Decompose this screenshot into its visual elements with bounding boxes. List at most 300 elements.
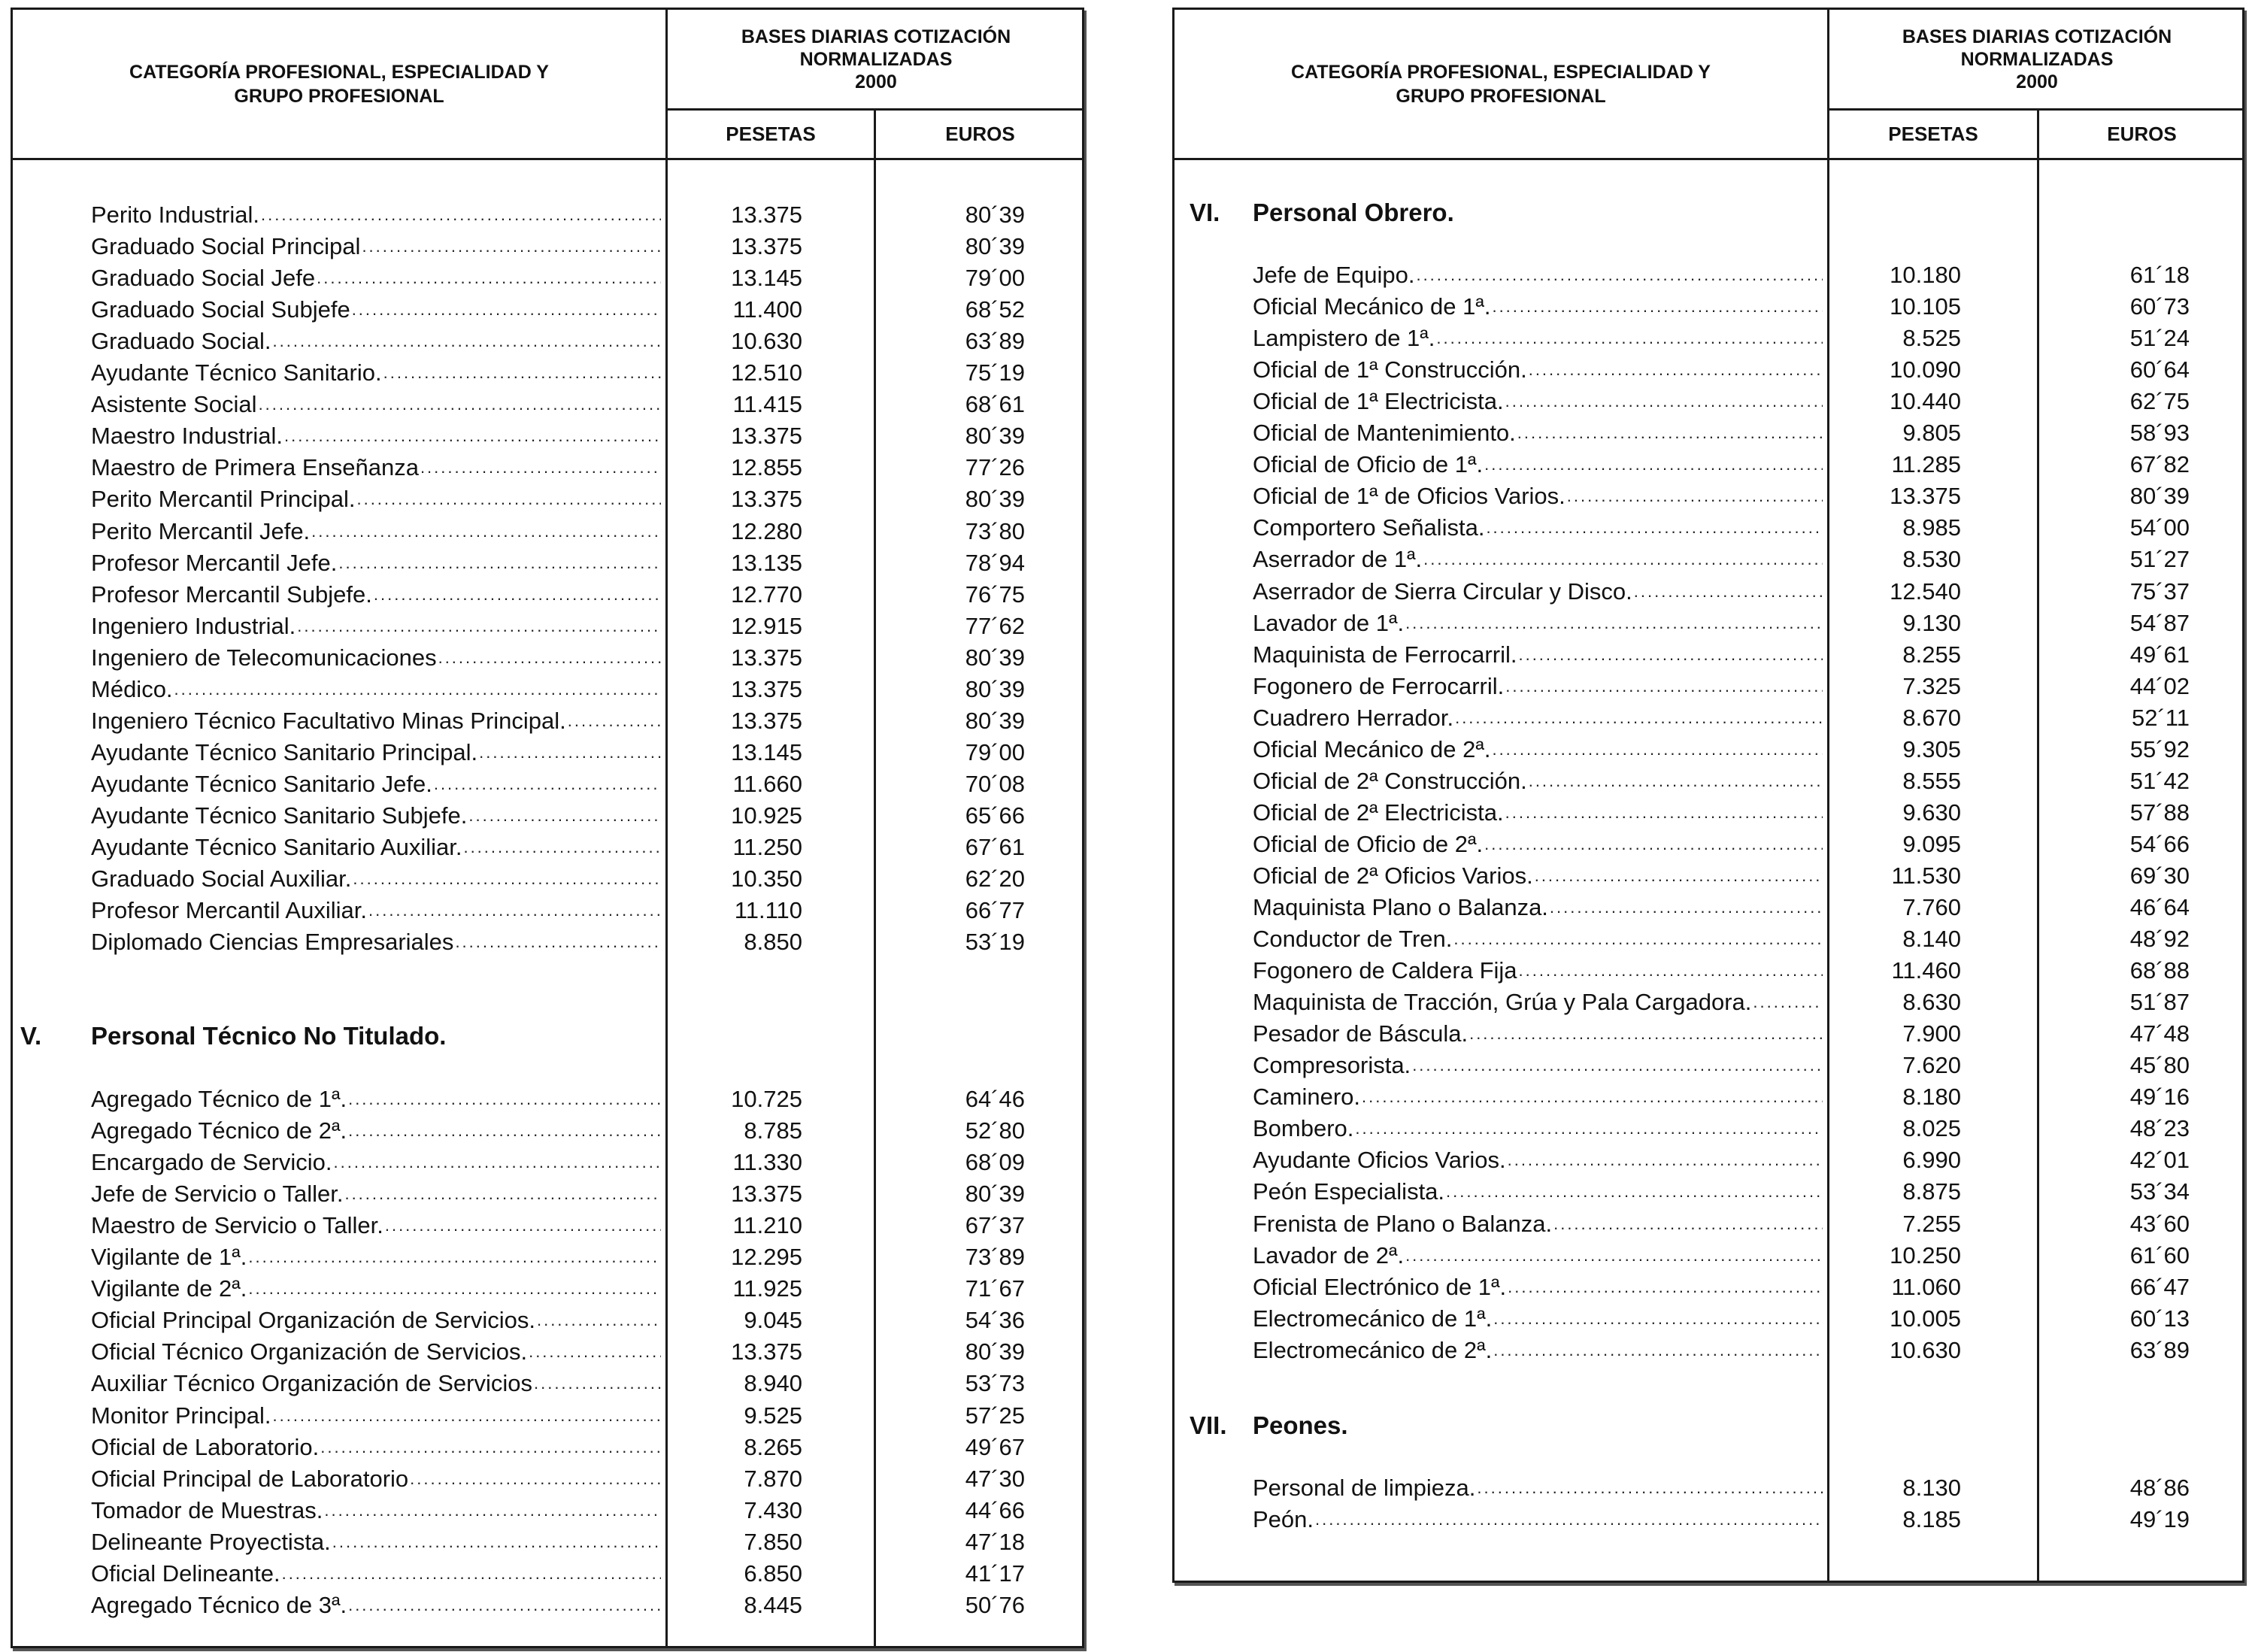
category-label xyxy=(1253,291,1823,323)
dot-leader xyxy=(367,895,661,926)
pesetas-value: 11.460 xyxy=(1891,957,1961,984)
table-row xyxy=(13,547,1082,579)
table-row xyxy=(1175,671,2242,702)
euros-value: 75´19 xyxy=(965,359,1025,386)
dot-leader xyxy=(1504,671,1823,702)
dot-leader xyxy=(1492,1303,1823,1335)
pesetas-value: 11.415 xyxy=(732,391,802,418)
dot-leader xyxy=(532,1368,661,1399)
euros-value: 48´92 xyxy=(2129,926,2190,953)
category-text: Frenista de Plano o Balanza. xyxy=(1253,1210,1553,1237)
pesetas-value: 10.925 xyxy=(731,802,802,829)
euros-value: 61´60 xyxy=(2129,1241,2190,1269)
pesetas-value: 7.620 xyxy=(1902,1052,1961,1079)
dot-leader xyxy=(1360,1081,1823,1113)
pesetas-value: 11.285 xyxy=(1891,451,1961,478)
category-label xyxy=(1253,323,1823,354)
section-number: VII. xyxy=(1190,1411,1227,1439)
dot-leader xyxy=(247,1273,661,1305)
dot-leader xyxy=(1506,1144,1823,1176)
dot-leader xyxy=(432,768,661,800)
dot-leader xyxy=(247,1241,661,1273)
section-title: Personal Técnico No Titulado. xyxy=(91,1022,447,1050)
pesetas-value: 7.870 xyxy=(744,1465,802,1492)
table-row xyxy=(13,642,1082,674)
euros-value: 70´08 xyxy=(965,770,1025,797)
category-label xyxy=(91,389,661,420)
table-row xyxy=(13,452,1082,483)
pesetas-value: 11.925 xyxy=(732,1275,802,1302)
euros-value: 75´37 xyxy=(2129,577,2190,605)
category-text: Fogonero de Ferrocarril. xyxy=(1253,672,1505,699)
euros-value: 80´39 xyxy=(965,233,1025,260)
category-label xyxy=(91,1558,661,1590)
category-label xyxy=(91,705,661,737)
category-label xyxy=(1253,544,1823,575)
pesetas-value: 8.875 xyxy=(1902,1178,1961,1205)
dot-leader xyxy=(1453,702,1823,734)
category-label xyxy=(91,642,661,674)
pesetas-value: 10.180 xyxy=(1890,262,1961,288)
category-label xyxy=(1253,765,1823,797)
category-label xyxy=(91,926,661,958)
pesetas-value: 13.375 xyxy=(1890,483,1961,510)
category-label xyxy=(91,294,661,326)
euros-value: 67´37 xyxy=(965,1212,1025,1239)
dot-leader xyxy=(1411,1050,1823,1081)
table-row xyxy=(1175,1472,2242,1504)
pesetas-value: 10.105 xyxy=(1890,293,1961,320)
category-text: Profesor Mercantil Jefe. xyxy=(91,549,338,576)
table-row xyxy=(1175,512,2242,544)
category-text: Ingeniero Industrial. xyxy=(91,612,296,639)
euros-value: 73´80 xyxy=(965,517,1025,544)
category-label xyxy=(1253,1335,1823,1366)
category-text: Graduado Social. xyxy=(91,328,271,355)
table-row xyxy=(13,768,1082,800)
category-text: Graduado Social Principal xyxy=(91,233,361,260)
category-text: Lavador de 1ª. xyxy=(1253,609,1405,636)
category-label xyxy=(1253,1018,1823,1050)
euros-value: 47´30 xyxy=(965,1465,1025,1492)
dot-leader xyxy=(1404,608,1823,639)
category-text: Oficial de Oficio de 1ª. xyxy=(1253,451,1484,478)
category-text: Oficial de 2ª Electricista. xyxy=(1253,799,1504,826)
pesetas-value: 7.850 xyxy=(744,1528,802,1555)
euros-value: 53´34 xyxy=(2129,1178,2190,1205)
category-label xyxy=(91,547,661,579)
pesetas-value: 13.375 xyxy=(731,675,802,702)
section-heading xyxy=(1190,196,1791,229)
table-row xyxy=(1175,608,2242,639)
table-row xyxy=(1175,417,2242,449)
table-row xyxy=(13,1273,1082,1305)
dot-leader xyxy=(1314,1504,1823,1535)
table-row xyxy=(1175,1303,2242,1335)
euros-value: 49´19 xyxy=(2129,1506,2190,1533)
dot-leader xyxy=(382,357,661,389)
euros-value: 47´48 xyxy=(2129,1020,2190,1047)
table-row xyxy=(13,863,1082,895)
pesetas-value: 10.440 xyxy=(1890,388,1961,415)
euros-value: 71´67 xyxy=(965,1275,1025,1302)
dot-leader xyxy=(1552,1208,1823,1240)
category-text: Electromecánico de 1ª. xyxy=(1253,1305,1493,1332)
dot-leader xyxy=(462,832,661,863)
category-text: Oficial Mecánico de 1ª. xyxy=(1253,293,1491,320)
euros-value: 51´42 xyxy=(2129,767,2190,794)
category-text: Profesor Mercantil Subjefe. xyxy=(91,580,372,608)
dot-leader xyxy=(1422,544,1823,575)
category-label xyxy=(91,1084,661,1115)
table-row xyxy=(13,1463,1082,1495)
category-text: Vigilante de 2ª. xyxy=(91,1275,247,1302)
pesetas-value: 6.850 xyxy=(744,1560,802,1587)
table-row xyxy=(1175,1504,2242,1535)
header-category: CATEGORÍA PROFESIONAL, ESPECIALIDAD Y GRUPO PROFESIONAL xyxy=(129,61,549,107)
dot-leader xyxy=(477,737,661,768)
pesetas-value: 9.525 xyxy=(744,1402,802,1429)
euros-value: 80´39 xyxy=(965,644,1025,671)
table-row xyxy=(1175,987,2242,1018)
category-label xyxy=(91,768,661,800)
category-text: Ayudante Técnico Sanitario Subjefe. xyxy=(91,802,468,829)
category-text: Ingeniero Técnico Facultativo Minas Principal. xyxy=(91,707,566,734)
table-row xyxy=(1175,1050,2242,1081)
category-text: Agregado Técnico de 1ª. xyxy=(91,1086,347,1112)
category-label xyxy=(91,579,661,611)
euros-value: 68´88 xyxy=(2129,957,2190,984)
table-right xyxy=(1172,8,2244,1583)
dot-leader xyxy=(1632,576,1823,608)
euros-value: 47´18 xyxy=(965,1528,1025,1555)
category-text: Jefe de Equipo. xyxy=(1253,262,1415,288)
pesetas-value: 9.630 xyxy=(1902,799,1961,826)
table-row xyxy=(13,1400,1082,1432)
euros-value: 69´30 xyxy=(2129,862,2190,889)
euros-value: 42´01 xyxy=(2129,1147,2190,1174)
pesetas-value: 8.130 xyxy=(1902,1475,1961,1501)
euros-value: 58´93 xyxy=(2129,420,2190,447)
category-text: Oficial Principal de Laboratorio xyxy=(91,1465,409,1492)
table-row xyxy=(13,1147,1082,1178)
euros-value: 48´23 xyxy=(2129,1115,2190,1142)
category-label xyxy=(1253,608,1823,639)
dot-leader xyxy=(310,516,661,547)
table-row xyxy=(13,1115,1082,1147)
dot-leader xyxy=(1484,512,1823,544)
dot-leader xyxy=(1527,354,1823,386)
pesetas-value: 8.265 xyxy=(744,1433,802,1460)
euros-value: 62´20 xyxy=(965,865,1025,893)
euros-value: 44´02 xyxy=(2129,672,2190,699)
table-row xyxy=(1175,544,2242,575)
euros-value: 60´13 xyxy=(2129,1305,2190,1332)
category-label xyxy=(91,1432,661,1463)
category-text: Graduado Social Subjefe xyxy=(91,296,350,323)
euros-value: 73´89 xyxy=(965,1244,1025,1271)
table-row xyxy=(1175,765,2242,797)
pesetas-value: 7.760 xyxy=(1902,894,1961,920)
dot-leader xyxy=(296,611,661,642)
category-label xyxy=(1253,512,1823,544)
category-label xyxy=(1253,1504,1823,1535)
dot-leader xyxy=(331,1526,661,1558)
category-text: Aserrador de Sierra Circular y Disco. xyxy=(1253,577,1632,605)
category-label xyxy=(91,1305,661,1336)
category-text: Aserrador de 1ª. xyxy=(1253,546,1423,573)
category-label xyxy=(91,1210,661,1241)
euros-value: 46´64 xyxy=(2129,894,2190,920)
pesetas-value: 8.630 xyxy=(1902,989,1961,1016)
table-row xyxy=(13,1526,1082,1558)
table-row xyxy=(13,262,1082,294)
dot-leader xyxy=(319,1432,661,1463)
category-text: Oficial de 2ª Construcción. xyxy=(1253,767,1527,794)
pesetas-value: 8.530 xyxy=(1902,546,1961,573)
pesetas-value: 9.045 xyxy=(744,1307,802,1334)
dot-leader xyxy=(1517,639,1823,671)
pesetas-value: 10.005 xyxy=(1890,1305,1961,1332)
pesetas-value: 10.725 xyxy=(731,1086,802,1112)
table-row xyxy=(1175,386,2242,417)
category-text: Diplomado Ciencias Empresariales xyxy=(91,929,454,956)
category-text: Ayudante Técnico Sanitario Principal. xyxy=(91,738,478,765)
table-row xyxy=(1175,1113,2242,1144)
dot-leader xyxy=(419,452,661,483)
table-row xyxy=(13,1558,1082,1590)
euros-value: 80´39 xyxy=(965,707,1025,734)
pesetas-value: 9.305 xyxy=(1902,735,1961,762)
dot-leader xyxy=(1452,923,1823,955)
table-row xyxy=(13,231,1082,262)
table-row xyxy=(13,294,1082,326)
category-text: Perito Industrial. xyxy=(91,202,259,228)
euros-value: 53´19 xyxy=(965,929,1025,956)
category-text: Jefe de Servicio o Taller. xyxy=(91,1181,344,1208)
category-label xyxy=(91,674,661,705)
euros-value: 78´94 xyxy=(965,549,1025,576)
category-text: Comportero Señalista. xyxy=(1253,514,1485,541)
table-body xyxy=(1175,160,2242,1581)
category-text: Maquinista de Tracción, Grúa y Pala Cargadora. xyxy=(1253,989,1752,1016)
euros-value: 77´62 xyxy=(965,612,1025,639)
category-text: Peón. xyxy=(1253,1506,1314,1533)
euros-value: 66´77 xyxy=(965,897,1025,924)
euros-value: 45´80 xyxy=(2129,1052,2190,1079)
table-row xyxy=(13,199,1082,231)
euros-value: 60´73 xyxy=(2129,293,2190,320)
category-text: Oficial Mecánico de 2ª. xyxy=(1253,735,1491,762)
table-row xyxy=(13,1336,1082,1368)
table-row xyxy=(13,326,1082,357)
table-row xyxy=(13,611,1082,642)
category-text: Personal de limpieza. xyxy=(1253,1475,1476,1501)
category-text: Caminero. xyxy=(1253,1084,1360,1111)
category-label xyxy=(1253,702,1823,734)
euros-value: 64´46 xyxy=(965,1086,1025,1112)
category-text: Compresorista. xyxy=(1253,1052,1411,1079)
section-number: V. xyxy=(20,1022,42,1050)
euros-value: 54´36 xyxy=(965,1307,1025,1334)
euros-value: 51´24 xyxy=(2129,325,2190,352)
category-text: Auxiliar Técnico Organización de Servicios xyxy=(91,1370,532,1397)
table-row xyxy=(13,832,1082,863)
pesetas-value: 11.060 xyxy=(1891,1273,1961,1300)
pesetas-value: 12.915 xyxy=(731,612,802,639)
table-row xyxy=(1175,923,2242,955)
euros-value: 43´60 xyxy=(2129,1210,2190,1237)
table-row xyxy=(1175,576,2242,608)
dot-leader xyxy=(437,642,661,674)
pesetas-value: 12.510 xyxy=(731,359,802,386)
table-header xyxy=(1175,10,2242,160)
euros-value: 61´18 xyxy=(2129,262,2190,288)
pesetas-value: 6.990 xyxy=(1902,1147,1961,1174)
euros-value: 79´00 xyxy=(965,265,1025,292)
category-text: Conductor de Tren. xyxy=(1253,926,1453,953)
euros-value: 80´39 xyxy=(965,423,1025,450)
dot-leader xyxy=(1353,1113,1823,1144)
dot-leader xyxy=(1414,259,1823,291)
pesetas-value: 8.180 xyxy=(1902,1084,1961,1111)
table-row xyxy=(1175,860,2242,892)
pesetas-value: 12.855 xyxy=(731,454,802,481)
table-row xyxy=(13,737,1082,768)
dot-leader xyxy=(1504,797,1823,829)
category-label xyxy=(1253,1144,1823,1176)
category-text: Lampistero de 1ª. xyxy=(1253,325,1435,352)
category-label xyxy=(1253,671,1823,702)
table-row xyxy=(1175,354,2242,386)
category-text: Monitor Principal. xyxy=(91,1402,271,1429)
section-title: Personal Obrero. xyxy=(1253,199,1454,226)
category-text: Agregado Técnico de 3ª. xyxy=(91,1591,347,1618)
dot-leader xyxy=(315,262,661,294)
category-label xyxy=(1253,449,1823,480)
category-label xyxy=(91,1273,661,1305)
table-row xyxy=(1175,797,2242,829)
category-label xyxy=(1253,576,1823,608)
category-text: Encargado de Servicio. xyxy=(91,1149,332,1176)
category-text: Agregado Técnico de 2ª. xyxy=(91,1117,347,1144)
dot-leader xyxy=(383,1210,661,1241)
category-text: Maestro de Servicio o Taller. xyxy=(91,1212,383,1239)
dot-leader xyxy=(1527,765,1823,797)
euros-value: 52´80 xyxy=(965,1117,1025,1144)
category-text: Pesador de Báscula. xyxy=(1253,1020,1469,1047)
table-left xyxy=(11,8,1084,1648)
category-label xyxy=(91,1590,661,1621)
category-label xyxy=(91,832,661,863)
pesetas-value: 8.985 xyxy=(1902,514,1961,541)
category-label xyxy=(1253,1303,1823,1335)
dot-leader xyxy=(257,389,661,420)
dot-leader xyxy=(280,1558,661,1590)
category-label xyxy=(1253,797,1823,829)
category-label xyxy=(1253,639,1823,671)
dot-leader xyxy=(350,294,661,326)
header-euros: EUROS xyxy=(2107,123,2177,145)
dot-leader xyxy=(1751,987,1823,1018)
dot-leader xyxy=(1506,1272,1823,1303)
pesetas-value: 8.555 xyxy=(1902,767,1961,794)
dot-leader xyxy=(1504,386,1823,417)
dot-leader xyxy=(347,1084,661,1115)
euros-value: 57´88 xyxy=(2129,799,2190,826)
table-row xyxy=(1175,734,2242,765)
category-label xyxy=(91,895,661,926)
dot-leader xyxy=(453,926,661,958)
pesetas-value: 13.145 xyxy=(731,738,802,765)
category-text: Oficial de Oficio de 2ª. xyxy=(1253,830,1484,857)
pesetas-value: 13.375 xyxy=(731,644,802,671)
category-text: Maquinista Plano o Balanza. xyxy=(1253,894,1548,920)
pesetas-value: 11.210 xyxy=(732,1212,802,1239)
table-row xyxy=(13,1210,1082,1241)
header-pesetas: PESETAS xyxy=(1888,123,1978,145)
category-text: Graduado Social Jefe xyxy=(91,265,316,292)
category-text: Oficial de 1ª Electricista. xyxy=(1253,388,1504,415)
category-text: Graduado Social Auxiliar. xyxy=(91,865,352,893)
table-row xyxy=(13,1590,1082,1621)
pesetas-value: 12.295 xyxy=(731,1244,802,1271)
dot-leader xyxy=(351,863,661,895)
pesetas-value: 8.255 xyxy=(1902,641,1961,668)
euros-value: 52´11 xyxy=(2132,704,2190,731)
dot-leader xyxy=(1517,955,1823,987)
dot-leader xyxy=(1490,291,1823,323)
euros-value: 80´39 xyxy=(965,486,1025,513)
pesetas-value: 11.330 xyxy=(732,1149,802,1176)
euros-value: 48´86 xyxy=(2129,1475,2190,1501)
table-row xyxy=(13,420,1082,452)
category-label xyxy=(91,1526,661,1558)
dot-leader xyxy=(323,1495,661,1526)
table-row xyxy=(1175,1176,2242,1208)
category-label xyxy=(1253,417,1823,449)
pesetas-value: 8.140 xyxy=(1902,926,1961,953)
pesetas-value: 13.375 xyxy=(731,233,802,260)
pesetas-value: 9.805 xyxy=(1902,420,1961,447)
dot-leader xyxy=(1490,734,1823,765)
section-heading xyxy=(1190,1409,1791,1442)
dot-leader xyxy=(527,1336,661,1368)
euros-value: 62´75 xyxy=(2129,388,2190,415)
category-label xyxy=(91,357,661,389)
dot-leader xyxy=(408,1463,661,1495)
category-text: Vigilante de 1ª. xyxy=(91,1244,247,1271)
category-text: Perito Mercantil Principal. xyxy=(91,486,356,513)
dot-leader xyxy=(535,1305,661,1336)
dot-leader xyxy=(467,800,661,832)
table-row xyxy=(1175,639,2242,671)
category-text: Oficial Delineante. xyxy=(91,1560,280,1587)
pesetas-value: 8.785 xyxy=(744,1117,802,1144)
dot-leader xyxy=(1483,829,1823,860)
pesetas-value: 7.325 xyxy=(1902,672,1961,699)
pesetas-value: 8.185 xyxy=(1902,1506,1961,1533)
category-label xyxy=(1253,829,1823,860)
pesetas-value: 13.375 xyxy=(731,423,802,450)
category-text: Oficial Electrónico de 1ª. xyxy=(1253,1273,1507,1300)
euros-value: 44´66 xyxy=(965,1496,1025,1523)
dot-leader xyxy=(283,420,661,452)
dot-leader xyxy=(259,199,661,231)
pesetas-value: 8.445 xyxy=(744,1591,802,1618)
pesetas-value: 13.135 xyxy=(731,549,802,576)
dot-leader xyxy=(1468,1018,1823,1050)
